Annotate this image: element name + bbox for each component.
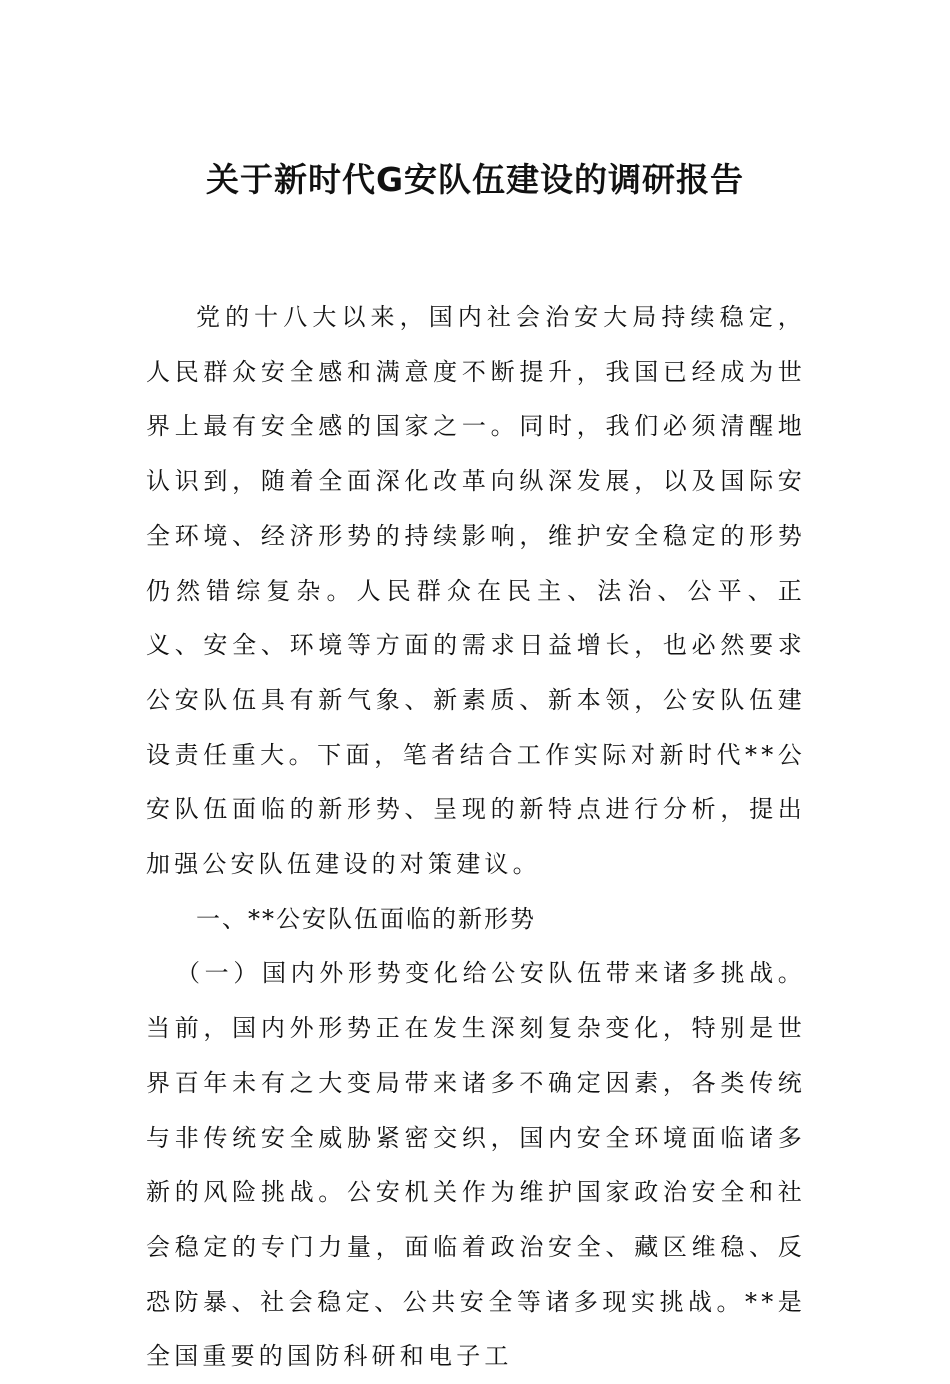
document-body <box>146 290 806 1384</box>
subsection-paragraph: （一）国内外形势变化给公安队伍带来诸多挑战。当前，国内外形势正在发生深刻复杂变化，特别是世界百年未有之大变局带来诸多不确定因素，各类传统与非传统安全威胁紧密交织，国内安全环境面临诸多新的风险挑战。公安机关作为维护国家政治安全和社会稳定的专门力量，面临着政治安全、藏区维稳、反恐防暴、社会稳定、公共安全等诸多现实挑战。**是全国重要的国防科研和电子工 <box>146 959 806 1371</box>
intro-paragraph: 党的十八大以来，国内社会治安大局持续稳定，人民群众安全感和满意度不断提升，我国已经成为世界上最有安全感的国家之一。同时，我们必须清醒地认识到，随着全面深化改革向纵深发展，以及国际安全环境、经济形势的持续影响，维护安全稳定的形势仍然错综复杂。人民群众在民主、法治、公平、正义、安全、环境等方面的需求日益增长，也必然要求公安队伍具有新气象、新素质、新本领，公安队伍建设责任重大。下面，笔者结合工作实际对新时代**公安队伍面临的新形势、呈现的新特点进行分析，提出加强公安队伍建设的对策建议。 <box>146 303 806 879</box>
section-heading: 一、**公安队伍面临的新形势 <box>196 904 536 933</box>
document-title: 关于新时代G安队伍建设的调研报告 <box>205 160 745 199</box>
